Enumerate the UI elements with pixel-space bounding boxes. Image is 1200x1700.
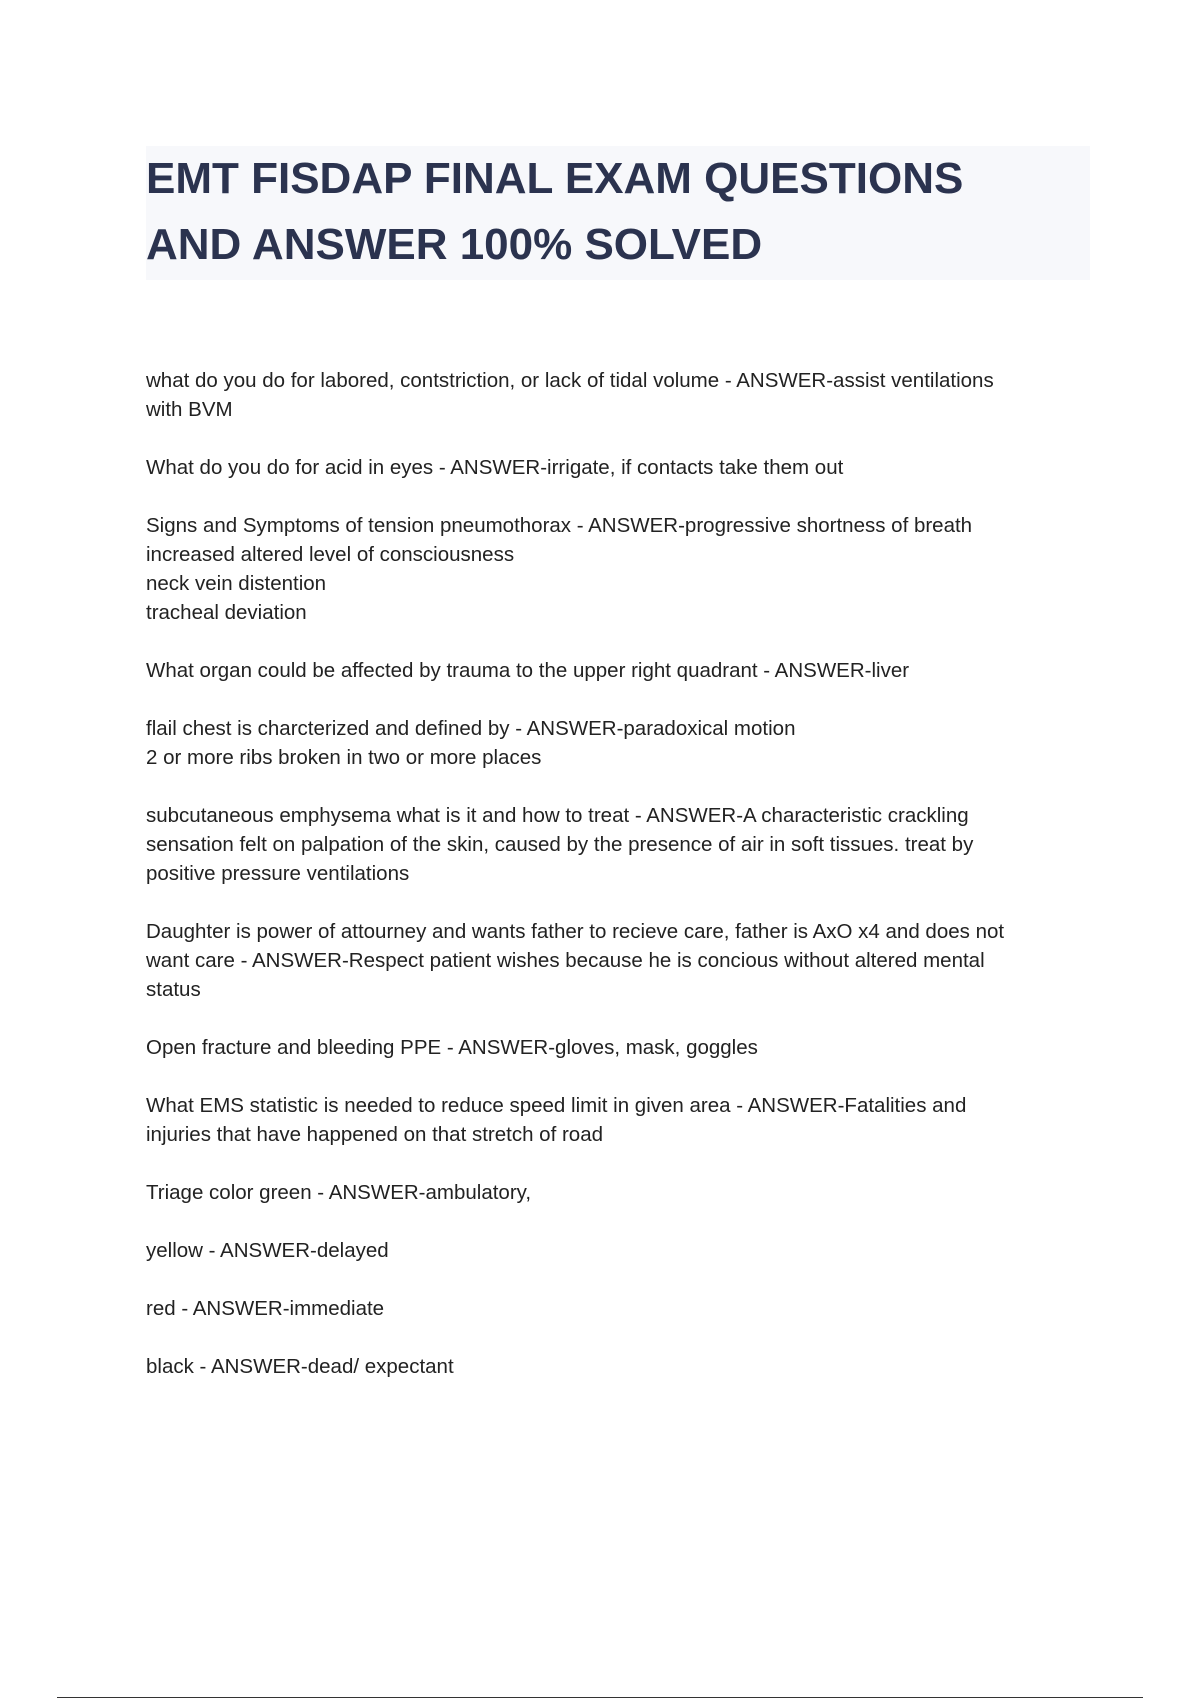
qa-entry xyxy=(146,1178,1090,1207)
footer-divider xyxy=(57,1697,1143,1698)
qa-entry-line: yellow - ANSWER-delayed xyxy=(146,1239,389,1262)
qa-list xyxy=(146,366,1090,1410)
qa-entry xyxy=(146,714,1090,772)
qa-entry-line: what do you do for labored, contstriction, or lack of tidal volume - ANSWER-assist ventilations xyxy=(146,369,994,392)
qa-entry-line: Triage color green - ANSWER-ambulatory, xyxy=(146,1181,532,1204)
qa-entry-line: flail chest is charcterized and defined by - ANSWER-paradoxical motion xyxy=(146,717,796,740)
qa-entry xyxy=(146,1236,1090,1265)
qa-entry-line: tracheal deviation xyxy=(146,601,307,624)
qa-entry-line: 2 or more ribs broken in two or more places xyxy=(146,746,542,769)
page-title-line-2: AND ANSWER 100% SOLVED xyxy=(146,220,763,269)
qa-entry-line: red - ANSWER-immediate xyxy=(146,1297,385,1320)
qa-entry-line: Daughter is power of attourney and wants father to recieve care, father is AxO x4 and does not xyxy=(146,920,1005,943)
qa-entry xyxy=(146,917,1090,1004)
qa-entry-line: black - ANSWER-dead/ expectant xyxy=(146,1355,454,1378)
qa-entry-line: subcutaneous emphysema what is it and how to treat - ANSWER-A characteristic crackling xyxy=(146,804,969,827)
qa-entry xyxy=(146,1352,1090,1381)
page-title-line-1: EMT FISDAP FINAL EXAM QUESTIONS xyxy=(146,154,964,203)
qa-entry-line: What organ could be affected by trauma to the upper right quadrant - ANSWER-liver xyxy=(146,659,910,682)
qa-entry xyxy=(146,1091,1090,1149)
qa-entry xyxy=(146,1033,1090,1062)
qa-entry xyxy=(146,1294,1090,1323)
qa-entry-line: What do you do for acid in eyes - ANSWER-irrigate, if contacts take them out xyxy=(146,456,844,479)
qa-entry xyxy=(146,801,1090,888)
qa-entry-line: positive pressure ventilations xyxy=(146,862,410,885)
qa-entry-line: status xyxy=(146,978,201,1001)
qa-entry-line: increased altered level of consciousness xyxy=(146,543,515,566)
qa-entry-line: want care - ANSWER-Respect patient wishes because he is concious without altered mental xyxy=(146,949,985,972)
qa-entry xyxy=(146,366,1090,424)
qa-entry-line: injuries that have happened on that stretch of road xyxy=(146,1123,604,1146)
qa-entry-line: Signs and Symptoms of tension pneumothorax - ANSWER-progressive shortness of breath xyxy=(146,514,973,537)
qa-entry-line: Open fracture and bleeding PPE - ANSWER-gloves, mask, goggles xyxy=(146,1036,758,1059)
qa-entry-line: sensation felt on palpation of the skin, caused by the presence of air in soft tissues. treat by xyxy=(146,833,974,856)
qa-entry xyxy=(146,656,1090,685)
qa-entry xyxy=(146,511,1090,627)
title-banner xyxy=(146,146,1090,280)
qa-entry xyxy=(146,453,1090,482)
qa-entry-line: with BVM xyxy=(146,398,233,421)
qa-entry-line: What EMS statistic is needed to reduce speed limit in given area - ANSWER-Fatalities and xyxy=(146,1094,967,1117)
qa-entry-line: neck vein distention xyxy=(146,572,327,595)
